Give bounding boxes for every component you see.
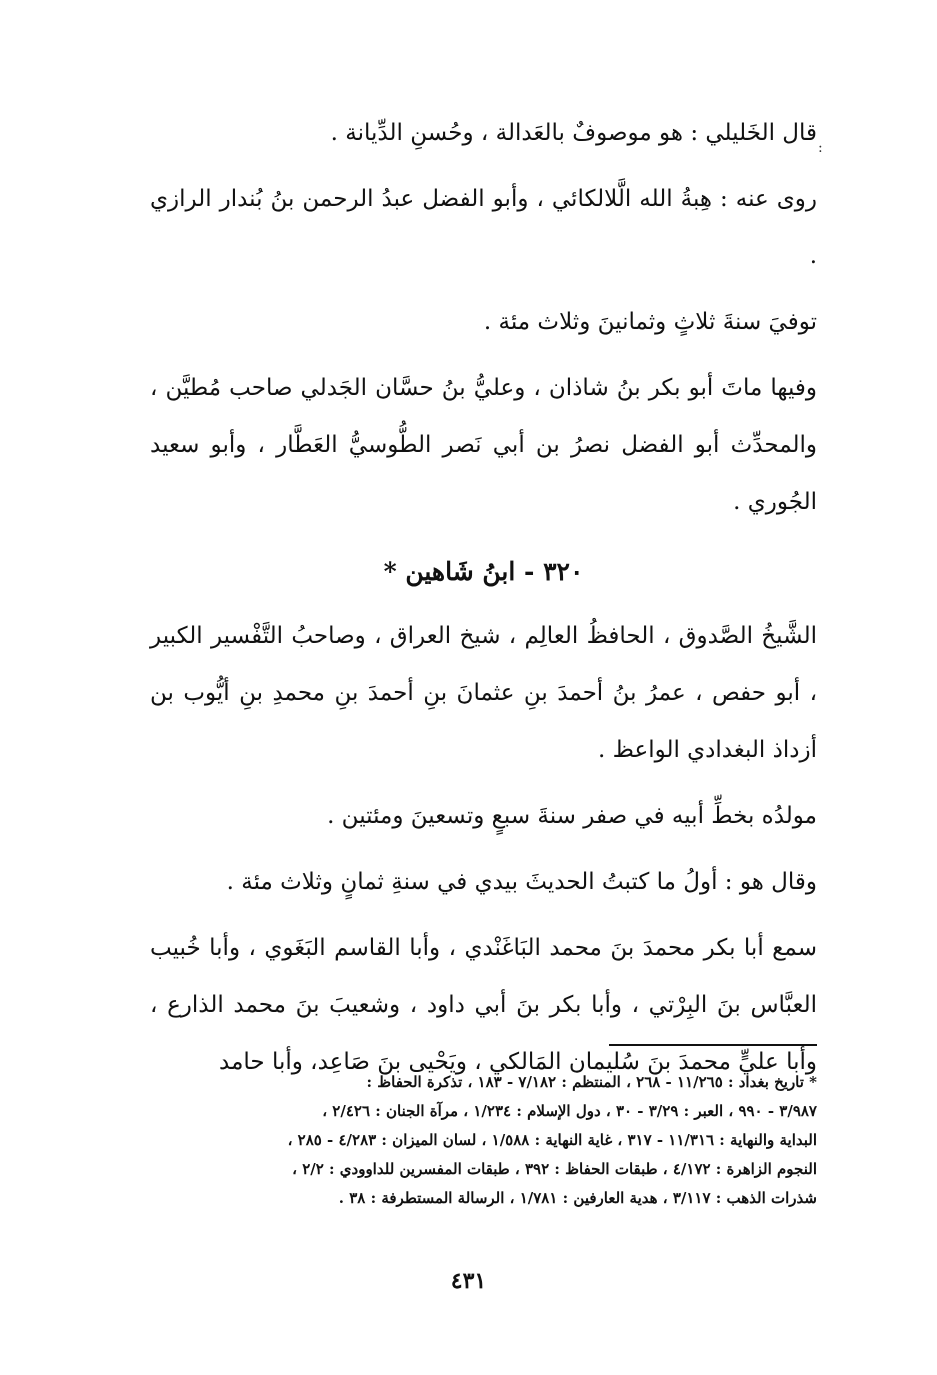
- paragraph-birth: مولدُه بخطِّ أبيه في صفر سنةَ سبعٍ وتسعينَ ومئتين .: [327, 803, 817, 829]
- paragraph-same-year-deaths: وفيها ماتَ أبو بكر بنُ شاذان ، وعليُّ بنُ حسَّان الجَدلي صاحب مُطيَّن ، والمحدِّث أبو الفضل نصرُ بن أبي نَصر الطُّوسيُّ العَطَّار ، وأبو سعيد الجُوري .: [150, 375, 817, 515]
- footnote-line: النجوم الزاهرة : ٤/١٧٢ ، طبقات الحفاظ : ٣٩٢ ، طبقات المفسرين للداوودي : ٢/٢ ،: [292, 1160, 817, 1178]
- paragraph-death-year: توفيَ سنةَ ثلاثٍ وثمانينَ وثلاث مئة .: [483, 309, 817, 335]
- footnote-line: * تاريخ بغداد : ١١/٢٦٥ - ٢٦٨ ، المنتظم : ٧/١٨٢ - ١٨٣ ، تذكرة الحفاظ :: [366, 1073, 817, 1091]
- paragraph-titles: الشَّيخُ الصَّدوق ، الحافظُ العالِم ، شيخ العراق ، وصاحبُ التَّفْسير الكبير ، أبو حفص ، عمرُ بنُ أحمدَ بنِ عثمانَ بنِ أحمدَ بنِ محمدِ بنِ أيُّوب بن أزداذ البغدادي الواعظ .: [150, 623, 817, 763]
- biography-heading: ٣٢٠ - ابنُ شَاهين *: [383, 557, 584, 586]
- paragraph-first-writing: وقال هو : أولُ ما كتبتُ الحديثَ بيدي في سنةِ ثمانٍ وثلاث مئة .: [226, 869, 817, 895]
- footnotes: [150, 1068, 817, 1213]
- paragraph-teachers: سمع أبا بكر محمدَ بنَ محمد البَاغَنْدي ، وأبا القاسم البَغَوي ، وأبا خُبيب العبَّاس بنَ البِرْتي ، وأبا بكر بنَ أبي داود ، وشعيبَ بنَ محمد الذارع ، وأبا عليٍّ محمدَ بنَ سُليمان المَالكي ، ويَحْيى بنَ صَاعِد، وأبا حامد: [150, 935, 817, 1075]
- main-text: [150, 105, 817, 1091]
- page-number: ٤٣١: [450, 1268, 487, 1294]
- footnote-divider: [609, 1044, 817, 1046]
- margin-mark: :: [818, 140, 823, 156]
- footnote-line: البداية والنهاية : ١١/٣١٦ - ٣١٧ ، غاية النهاية : ١/٥٨٨ ، لسان الميزان : ٤/٢٨٣ - ٢٨٥ ،: [287, 1131, 817, 1149]
- footnote-line: ٣/٩٨٧ - ٩٩٠ ، العبر : ٣/٢٩ - ٣٠ ، دول الإسلام : ١/٢٣٤ ، مرآة الجنان : ٢/٤٢٦ ،: [322, 1102, 817, 1120]
- footnote-line: شذرات الذهب : ٣/١١٧ ، هدية العارفين : ١/٧٨١ ، الرسالة المستطرفة : ٣٨ .: [338, 1189, 817, 1207]
- paragraph-khalili: قال الخَليلي : هو موصوفٌ بالعَدالة ، وحُسنِ الدِّيانة .: [330, 120, 817, 146]
- paragraph-narrators: روى عنه : هِبةُ الله الَّلالكائي ، وأبو الفضل عبدُ الرحمن بنُ بُندار الرازي .: [150, 186, 817, 269]
